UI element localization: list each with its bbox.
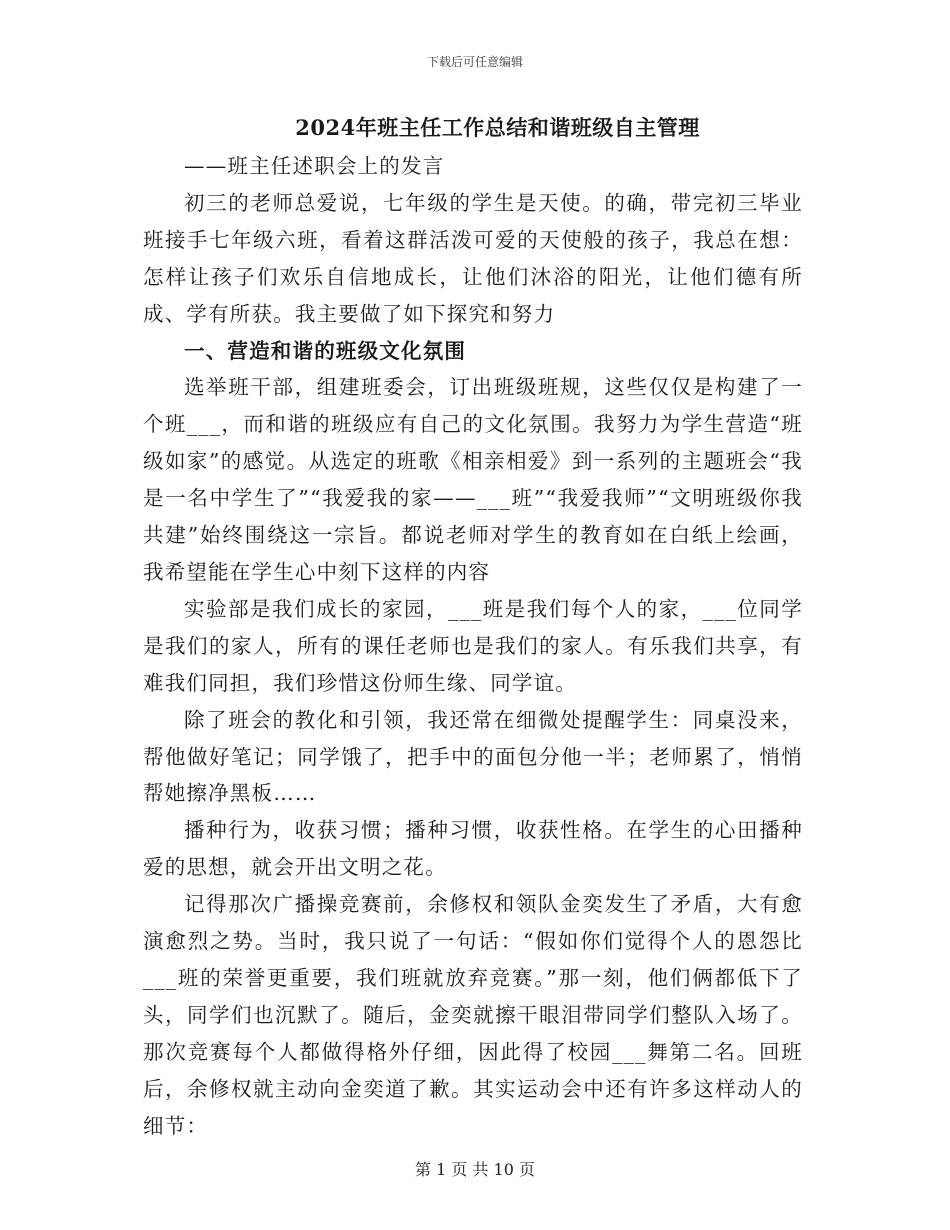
body-paragraph: 记得那次广播操竞赛前，余修权和领队金奕发生了矛盾，大有愈演愈烈之势。当时，我只说了一句话：“假如你们觉得个人的恩怨比___班的荣誉更重要，我们班就放弃竞赛。”那一刻，他们俩都低下了头，同学们也沉默了。随后，金奕就擦干眼泪带同学们整队入场了。那次竞赛每个人都做得格外仔细，因此得了校园___舞第二名。回班后，余修权就主动向金奕道了歉。其实运动会中还有许多这样动人的细节： xyxy=(143,892,803,1138)
document-subtitle: ——班主任述职会上的发言 xyxy=(184,154,445,178)
page-number: 第 1 页 共 10 页 xyxy=(415,1160,535,1179)
section-heading: 一、营造和谐的班级文化氛围 xyxy=(184,338,467,363)
document-title: 2024年班主任工作总结和谐班级自主管理 xyxy=(295,115,700,140)
body-paragraph: 播种行为，收获习惯；播种习惯，收获性格。在学生的心田播种爱的思想，就会开出文明之花。 xyxy=(143,818,803,880)
page-header-note: 下载后可任意编辑 xyxy=(426,55,523,69)
document-body xyxy=(143,148,803,1144)
body-paragraph: 初三的老师总爱说，七年级的学生是天使。的确，带完初三毕业班接手七年级六班，看着这群活泼可爱的天使般的孩子，我总在想：怎样让孩子们欢乐自信地成长，让他们沐浴的阳光，让他们德有所成、学有所获。我主要做了如下探究和努力 xyxy=(143,190,803,326)
body-paragraph: 选举班干部，组建班委会，订出班级班规，这些仅仅是构建了一个班___，而和谐的班级应有自己的文化氛围。我努力为学生营造“班级如家”的感觉。从选定的班歌《相亲相爱》到一系列的主题班会“我是一名中学生了”“我爱我的家——___班”“我爱我师”“文明班级你我共建”始终围绕这一宗旨。都说老师对学生的教育如在白纸上绘画，我希望能在学生心中刻下这样的内容 xyxy=(143,375,803,584)
body-paragraph: 除了班会的教化和引领，我还常在细微处提醒学生：同桌没来，帮他做好笔记；同学饿了，把手中的面包分他一半；老师累了，悄悄帮她擦净黑板…… xyxy=(143,707,803,806)
body-paragraph: 实验部是我们成长的家园，___班是我们每个人的家，___位同学是我们的家人，所有的课任老师也是我们的家人。有乐我们共享，有难我们同担，我们珍惜这份师生缘、同学谊。 xyxy=(143,596,803,695)
